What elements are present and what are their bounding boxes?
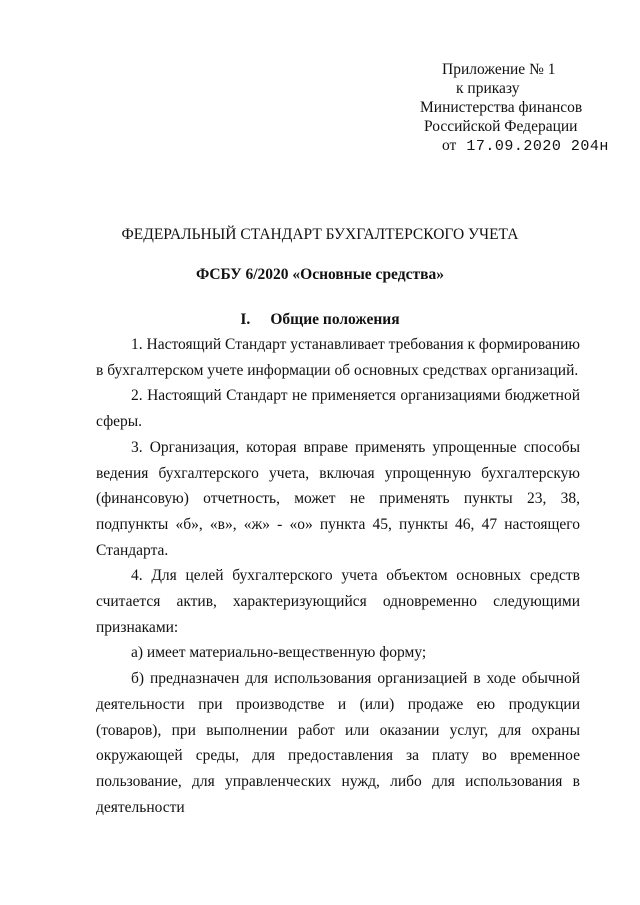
- approval-block: [420, 60, 620, 156]
- approval-date-line: [420, 136, 620, 156]
- paragraph-4: 4. Для целей бухгалтерского учета объектом основных средств считается актив, характеризующийся одновременно следующими признаками:: [96, 567, 580, 636]
- approval-order-ref: к приказу: [456, 80, 520, 97]
- paragraph-3: 3. Организация, которая вправе применять упрощенные способы ведения бухгалтерского учета, включая упрощенную бухгалтерскую (финансовую) отчетность, может не применять пункты 23, 38, подпункты «б», «в», «ж» - «о» пункта 45, пункты 46, 47 настоящего Стандарта.: [96, 438, 580, 559]
- approval-country: Российской Федерации: [424, 118, 578, 135]
- document-body: [96, 332, 580, 820]
- paragraph-4b: б) предназначен для использования организацией в ходе обычной деятельности при производстве и (или) продаже ею продукции (товаров), при выполнении работ или оказании услуг, для охраны окружающей среды, для предоставления за плату во временное пользование, для управленческих нужд, либо для использования в деятельности: [96, 670, 580, 816]
- section-number: I.: [240, 311, 251, 328]
- section-title: Общие положения: [270, 311, 400, 328]
- paragraph-4a: а) имеет материально-вещественную форму;: [131, 644, 427, 662]
- paragraph-2: 2. Настоящий Стандарт не применяется организациями бюджетной сферы.: [96, 387, 580, 431]
- document-title: ФЕДЕРАЛЬНЫЙ СТАНДАРТ БУХГАЛТЕРСКОГО УЧЕТА: [121, 226, 519, 243]
- paragraph-1: 1. Настоящий Стандарт устанавливает требования к формированию в бухгалтерском учете информации об основных средствах организаций.: [96, 336, 580, 379]
- approval-date-stamp: 17.09.2020 204н: [466, 138, 609, 155]
- approval-appendix-number: Приложение № 1: [442, 61, 556, 78]
- approval-ministry: Министерства финансов: [420, 99, 583, 116]
- approval-date-prefix: от: [442, 137, 457, 154]
- document-subtitle: ФСБУ 6/2020 «Основные средства»: [196, 266, 444, 283]
- section-heading: [0, 311, 640, 329]
